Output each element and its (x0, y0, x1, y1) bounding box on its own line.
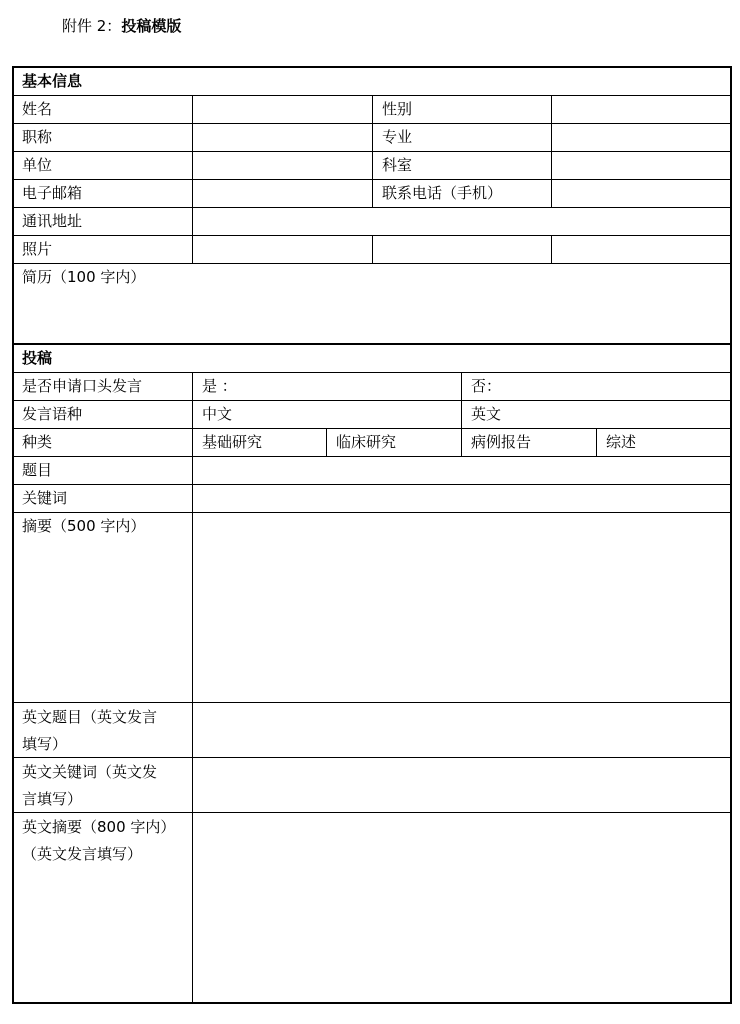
col-divider (372, 95, 373, 207)
input-email[interactable] (193, 180, 371, 207)
label-job-title: 职称 (22, 128, 53, 146)
label-gender: 性别 (382, 100, 413, 118)
input-en-keywords[interactable] (193, 758, 730, 812)
section-submission: 投稿 (22, 349, 53, 367)
input-department[interactable] (552, 152, 730, 179)
option-no: 否： (471, 377, 502, 395)
label-en-abstract (22, 814, 175, 868)
label-resume: 简历（100 字内） (22, 268, 146, 286)
label-en-title (22, 704, 157, 758)
input-en-title[interactable] (193, 703, 730, 757)
page-header (62, 15, 181, 37)
label-department: 科室 (382, 156, 413, 174)
label-category: 种类 (22, 433, 53, 451)
table-border-top (12, 66, 732, 68)
input-gender[interactable] (552, 96, 730, 123)
option-case-report: 病例报告 (471, 433, 532, 451)
input-address[interactable] (193, 208, 730, 235)
label-keywords: 关键词 (22, 489, 68, 507)
label-language: 发言语种 (22, 405, 83, 423)
header-title: 投稿模版 (121, 17, 182, 35)
option-english: 英文 (471, 405, 502, 423)
label-en-keywords-line2: 言填写） (22, 790, 83, 808)
option-clinical-research: 临床研究 (336, 433, 397, 451)
input-job-title[interactable] (193, 124, 371, 151)
col-divider (596, 428, 597, 456)
input-en-abstract[interactable] (193, 813, 730, 1002)
label-organization: 单位 (22, 156, 53, 174)
input-phone[interactable] (552, 180, 730, 207)
label-specialty: 专业 (382, 128, 413, 146)
label-en-abstract-line1: 英文摘要（800 字内） (22, 818, 176, 836)
label-en-abstract-line2: （英文发言填写） (22, 845, 143, 863)
label-oral-request: 是否申请口头发言 (22, 377, 143, 395)
label-address: 通讯地址 (22, 212, 83, 230)
row-divider (12, 400, 732, 401)
option-chinese: 中文 (202, 405, 233, 423)
input-keywords[interactable] (193, 485, 730, 512)
label-email: 电子邮箱 (22, 184, 83, 202)
label-en-title-line2: 填写） (22, 735, 68, 753)
label-en-title-line1: 英文题目（英文发言 (22, 708, 158, 726)
label-abstract: 摘要（500 字内） (22, 517, 146, 535)
input-abstract[interactable] (193, 513, 730, 702)
option-basic-research: 基础研究 (202, 433, 263, 451)
col-divider (551, 235, 552, 263)
label-en-keywords (22, 759, 157, 813)
input-resume[interactable] (14, 292, 730, 342)
col-divider (372, 235, 373, 263)
option-review: 综述 (606, 433, 637, 451)
col-divider (326, 428, 327, 456)
label-phone: 联系电话（手机） (382, 184, 503, 202)
input-name[interactable] (193, 96, 371, 123)
input-specialty[interactable] (552, 124, 730, 151)
option-yes: 是 ： (202, 377, 237, 395)
row-divider (12, 343, 732, 345)
section-basic-info: 基本信息 (22, 72, 83, 90)
table-border-bottom (12, 1002, 732, 1004)
header-prefix: 附件 2： (62, 17, 122, 35)
label-photo: 照片 (22, 240, 53, 258)
col-divider (461, 372, 462, 456)
label-name: 姓名 (22, 100, 53, 118)
label-title: 题目 (22, 461, 53, 479)
label-en-keywords-line1: 英文关键词（英文发 (22, 763, 158, 781)
input-title[interactable] (193, 457, 730, 484)
input-organization[interactable] (193, 152, 371, 179)
